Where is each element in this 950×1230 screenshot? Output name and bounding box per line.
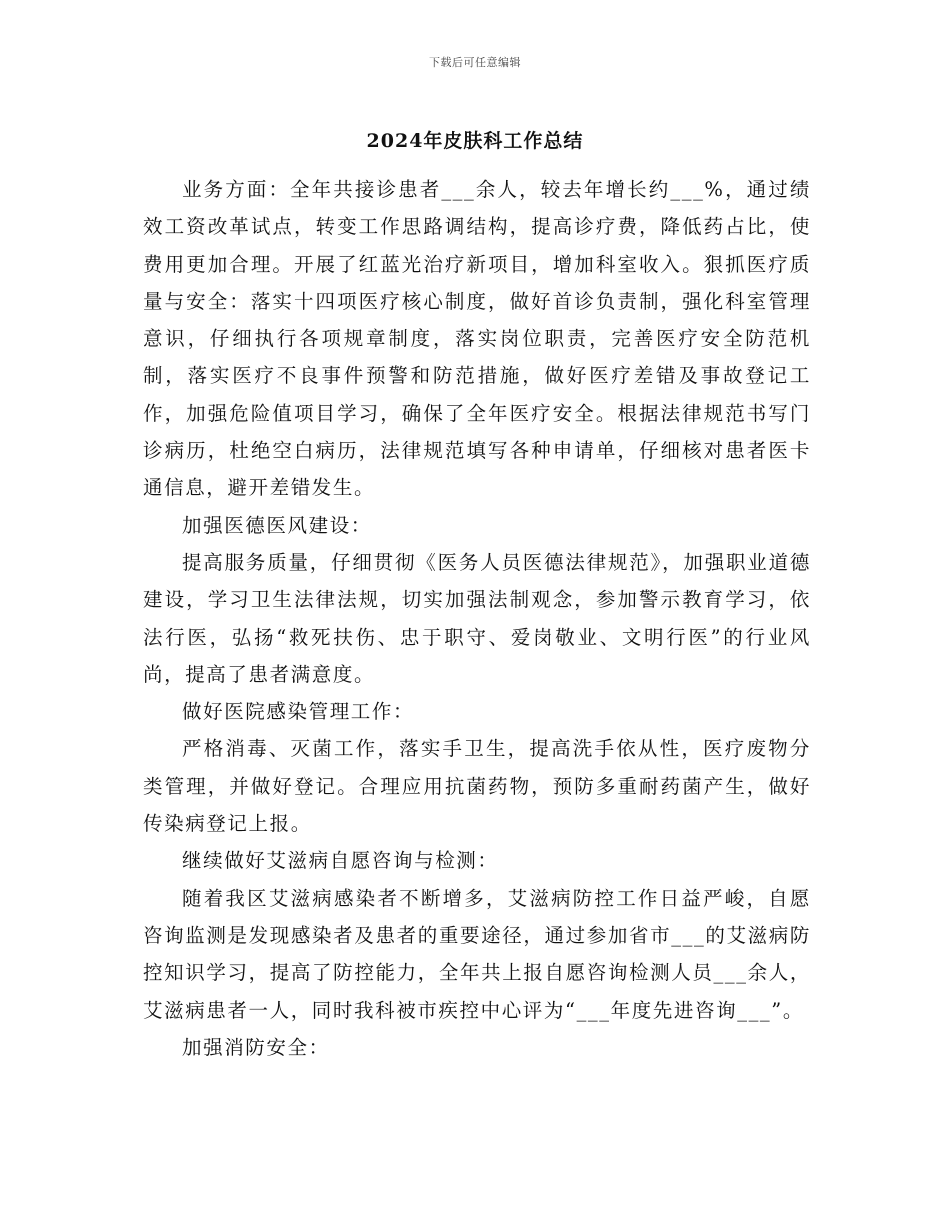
heading-medical-ethics: 加强医德医风建设：: [182, 513, 372, 537]
heading-fire-safety: 加强消防安全：: [182, 1035, 330, 1059]
paragraph-medical-ethics: 提高服务质量，仔细贯彻《医务人员医德法律规范》，加强职业道德建设，学习卫生法律法规，切实加强法制观念，参加警示教育学习，依法行医，弘扬“救死扶伤、忠于职守、爱岗敬业、文明行医”的行业风尚，提高了患者满意度。: [143, 550, 811, 686]
page-header-note: 下载后可任意编辑: [429, 56, 521, 69]
document-body: [143, 171, 811, 1066]
heading-aids-counseling: 继续做好艾滋病自愿咨询与检测：: [182, 849, 499, 873]
paragraph-infection-control: 严格消毒、灭菌工作，落实手卫生，提高洗手依从性，医疗废物分类管理，并做好登记。合理应用抗菌药物，预防多重耐药菌产生，做好传染病登记上报。: [143, 737, 811, 836]
heading-infection-control: 做好医院感染管理工作：: [182, 700, 415, 724]
document-title: 2024年皮肤科工作总结: [366, 130, 584, 152]
paragraph-aids-counseling: 随着我区艾滋病感染者不断增多，艾滋病防控工作日益严峻，自愿咨询监测是发现感染者及患者的重要途径，通过参加省市___的艾滋病防控知识学习，提高了防控能力，全年共上报自愿咨询检测人员___余人，艾滋病患者一人，同时我科被市疾控中心评为“___年度先进咨询___”。: [143, 886, 811, 1022]
paragraph-business: 业务方面：全年共接诊患者___余人，较去年增长约___%，通过绩效工资改革试点，转变工作思路调结构，提高诊疗费，降低药占比，使费用更加合理。开展了红蓝光治疗新项目，增加科室收入。狠抓医疗质量与安全：落实十四项医疗核心制度，做好首诊负责制，强化科室管理意识，仔细执行各项规章制度，落实岗位职责，完善医疗安全防范机制，落实医疗不良事件预警和防范措施，做好医疗差错及事故登记工作，加强危险值项目学习，确保了全年医疗安全。根据法律规范书写门诊病历，杜绝空白病历，法律规范填写各种申请单，仔细核对患者医卡通信息，避开差错发生。: [143, 178, 811, 500]
